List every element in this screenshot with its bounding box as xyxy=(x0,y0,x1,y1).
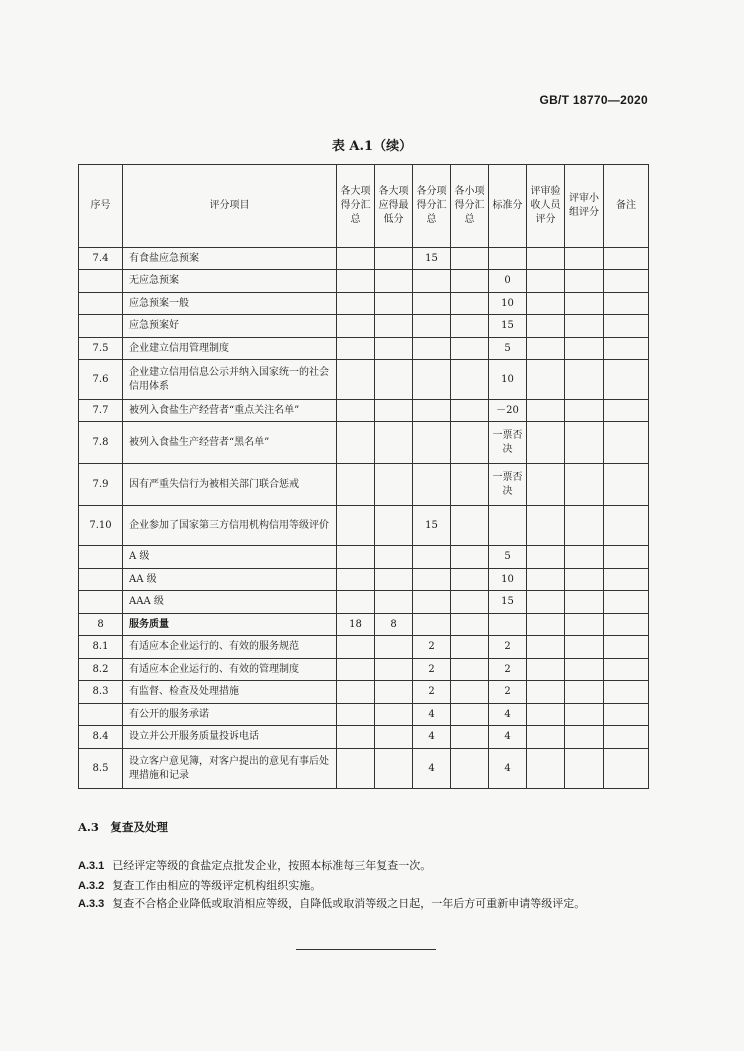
panel-score-cell xyxy=(565,659,604,681)
table-row xyxy=(79,681,649,704)
major-minimum-cell xyxy=(375,315,413,338)
column-header: 评审验收人员评分 xyxy=(527,165,565,248)
minor-total-cell xyxy=(451,422,489,464)
major-total-cell xyxy=(337,248,375,270)
table-row xyxy=(79,704,649,726)
minor-total-cell xyxy=(451,546,489,569)
major-minimum-cell xyxy=(375,422,413,464)
table-row xyxy=(79,506,649,546)
minor-total-cell xyxy=(451,315,489,338)
reviewer-score-cell xyxy=(527,636,565,659)
sub-total-cell: 4 xyxy=(413,726,451,749)
table-row xyxy=(79,749,649,789)
table-row xyxy=(79,293,649,315)
column-header: 备注 xyxy=(604,165,649,248)
reviewer-score-cell xyxy=(527,293,565,315)
row-number-cell xyxy=(79,704,123,726)
row-number-cell: 8 xyxy=(79,614,123,636)
row-number-cell: 8.5 xyxy=(79,749,123,789)
row-number-cell xyxy=(79,546,123,569)
minor-total-cell xyxy=(451,569,489,591)
row-number-cell xyxy=(79,270,123,293)
minor-total-cell xyxy=(451,681,489,704)
sub-total-cell xyxy=(413,360,451,400)
remarks-cell xyxy=(604,749,649,789)
scoring-item-cell: 设立并公开服务质量投诉电话 xyxy=(123,726,337,749)
clause-number: A.3.1 xyxy=(78,860,105,872)
table-row xyxy=(79,248,649,270)
sub-total-cell xyxy=(413,546,451,569)
remarks-cell xyxy=(604,704,649,726)
table-row xyxy=(79,360,649,400)
standard-score-cell: 一票否决 xyxy=(489,422,527,464)
reviewer-score-cell xyxy=(527,614,565,636)
row-number-cell: 8.2 xyxy=(79,659,123,681)
major-minimum-cell xyxy=(375,749,413,789)
column-header: 评分项目 xyxy=(123,165,337,248)
remarks-cell xyxy=(604,506,649,546)
row-number-cell: 7.8 xyxy=(79,422,123,464)
remarks-cell xyxy=(604,636,649,659)
major-total-cell xyxy=(337,315,375,338)
major-minimum-cell xyxy=(375,681,413,704)
panel-score-cell xyxy=(565,614,604,636)
sub-total-cell: 2 xyxy=(413,636,451,659)
standard-score-cell: 一票否决 xyxy=(489,464,527,506)
sub-total-cell xyxy=(413,338,451,360)
minor-total-cell xyxy=(451,749,489,789)
panel-score-cell xyxy=(565,293,604,315)
minor-total-cell xyxy=(451,506,489,546)
row-number-cell: 7.7 xyxy=(79,400,123,422)
major-total-cell xyxy=(337,464,375,506)
sub-total-cell xyxy=(413,315,451,338)
standard-score-cell: 15 xyxy=(489,315,527,338)
major-minimum-cell xyxy=(375,338,413,360)
minor-total-cell xyxy=(451,338,489,360)
table-row xyxy=(79,726,649,749)
reviewer-score-cell xyxy=(527,422,565,464)
minor-total-cell xyxy=(451,636,489,659)
sub-total-cell xyxy=(413,422,451,464)
row-number-cell: 7.9 xyxy=(79,464,123,506)
reviewer-score-cell xyxy=(527,464,565,506)
major-total-cell xyxy=(337,681,375,704)
remarks-cell xyxy=(604,464,649,506)
minor-total-cell xyxy=(451,726,489,749)
scoring-table xyxy=(78,164,649,789)
clause xyxy=(78,877,668,895)
sub-total-cell xyxy=(413,591,451,614)
major-total-cell xyxy=(337,360,375,400)
sub-total-cell xyxy=(413,400,451,422)
table-row xyxy=(79,338,649,360)
row-number-cell: 8.3 xyxy=(79,681,123,704)
remarks-cell xyxy=(604,270,649,293)
remarks-cell xyxy=(604,293,649,315)
row-number-cell: 8.1 xyxy=(79,636,123,659)
reviewer-score-cell xyxy=(527,704,565,726)
reviewer-score-cell xyxy=(527,315,565,338)
row-number-cell xyxy=(79,569,123,591)
table-row xyxy=(79,614,649,636)
column-header: 各小项得分汇总 xyxy=(451,165,489,248)
reviewer-score-cell xyxy=(527,591,565,614)
panel-score-cell xyxy=(565,270,604,293)
minor-total-cell xyxy=(451,591,489,614)
standard-score-cell: 2 xyxy=(489,681,527,704)
table-row xyxy=(79,315,649,338)
sub-total-cell xyxy=(413,270,451,293)
scoring-item-cell: 设立客户意见簿，对客户提出的意见有事后处理措施和记录 xyxy=(123,749,337,789)
remarks-cell xyxy=(604,614,649,636)
remarks-cell xyxy=(604,726,649,749)
major-minimum-cell xyxy=(375,704,413,726)
major-total-cell xyxy=(337,591,375,614)
remarks-cell xyxy=(604,400,649,422)
major-minimum-cell xyxy=(375,270,413,293)
reviewer-score-cell xyxy=(527,569,565,591)
standard-number: GB/T 18770—2020 xyxy=(539,93,648,107)
column-header: 标准分 xyxy=(489,165,527,248)
major-minimum-cell: 8 xyxy=(375,614,413,636)
major-minimum-cell xyxy=(375,726,413,749)
minor-total-cell xyxy=(451,400,489,422)
standard-score-cell: 4 xyxy=(489,749,527,789)
panel-score-cell xyxy=(565,726,604,749)
scoring-item-cell: AAA 级 xyxy=(123,591,337,614)
panel-score-cell xyxy=(565,546,604,569)
scoring-item-cell: 有公开的服务承诺 xyxy=(123,704,337,726)
major-total-cell xyxy=(337,270,375,293)
reviewer-score-cell xyxy=(527,248,565,270)
major-total-cell xyxy=(337,506,375,546)
standard-score-cell: 5 xyxy=(489,338,527,360)
remarks-cell xyxy=(604,659,649,681)
major-minimum-cell xyxy=(375,659,413,681)
scoring-item-cell: 有食盐应急预案 xyxy=(123,248,337,270)
clause xyxy=(78,895,668,913)
standard-score-cell: 4 xyxy=(489,726,527,749)
column-header: 序号 xyxy=(79,165,123,248)
reviewer-score-cell xyxy=(527,681,565,704)
sub-total-cell: 2 xyxy=(413,681,451,704)
major-minimum-cell xyxy=(375,506,413,546)
reviewer-score-cell xyxy=(527,726,565,749)
remarks-cell xyxy=(604,360,649,400)
sub-total-cell: 15 xyxy=(413,248,451,270)
panel-score-cell xyxy=(565,704,604,726)
panel-score-cell xyxy=(565,569,604,591)
column-header: 各大项得分汇总 xyxy=(337,165,375,248)
minor-total-cell xyxy=(451,659,489,681)
remarks-cell xyxy=(604,315,649,338)
table-row xyxy=(79,569,649,591)
standard-score-cell: 10 xyxy=(489,293,527,315)
standard-score-cell: 0 xyxy=(489,270,527,293)
table-row xyxy=(79,464,649,506)
major-minimum-cell xyxy=(375,591,413,614)
major-total-cell: 18 xyxy=(337,614,375,636)
remarks-cell xyxy=(604,591,649,614)
reviewer-score-cell xyxy=(527,400,565,422)
major-total-cell xyxy=(337,546,375,569)
major-minimum-cell xyxy=(375,546,413,569)
panel-score-cell xyxy=(565,636,604,659)
table-row xyxy=(79,270,649,293)
major-minimum-cell xyxy=(375,293,413,315)
reviewer-score-cell xyxy=(527,270,565,293)
remarks-cell xyxy=(604,422,649,464)
row-number-cell: 7.5 xyxy=(79,338,123,360)
standard-score-cell: 10 xyxy=(489,569,527,591)
row-number-cell xyxy=(79,315,123,338)
remarks-cell xyxy=(604,248,649,270)
table-caption: 表 A.1（续） xyxy=(331,139,413,154)
scoring-item-cell: 企业建立信用信息公示并纳入国家统一的社会信用体系 xyxy=(123,360,337,400)
major-minimum-cell xyxy=(375,360,413,400)
standard-score-cell xyxy=(489,248,527,270)
panel-score-cell xyxy=(565,591,604,614)
row-number-cell: 7.6 xyxy=(79,360,123,400)
clause-number: A.3.3 xyxy=(78,898,105,910)
panel-score-cell xyxy=(565,681,604,704)
panel-score-cell xyxy=(565,338,604,360)
panel-score-cell xyxy=(565,749,604,789)
scoring-item-cell: 企业建立信用管理制度 xyxy=(123,338,337,360)
minor-total-cell xyxy=(451,704,489,726)
major-total-cell xyxy=(337,422,375,464)
major-total-cell xyxy=(337,704,375,726)
reviewer-score-cell xyxy=(527,659,565,681)
standard-score-cell: 2 xyxy=(489,636,527,659)
sub-total-cell xyxy=(413,464,451,506)
remarks-cell xyxy=(604,569,649,591)
scoring-item-cell: 有适应本企业运行的、有效的服务规范 xyxy=(123,636,337,659)
minor-total-cell xyxy=(451,293,489,315)
major-minimum-cell xyxy=(375,248,413,270)
standard-score-cell: 2 xyxy=(489,659,527,681)
minor-total-cell xyxy=(451,464,489,506)
sub-total-cell xyxy=(413,569,451,591)
column-header: 评审小组评分 xyxy=(565,165,604,248)
column-header: 各大项应得最低分 xyxy=(375,165,413,248)
standard-score-cell: 5 xyxy=(489,546,527,569)
sub-total-cell: 4 xyxy=(413,749,451,789)
panel-score-cell xyxy=(565,506,604,546)
clause-text: 已经评定等级的食盐定点批发企业，按照本标准每三年复查一次。 xyxy=(112,859,432,872)
minor-total-cell xyxy=(451,248,489,270)
scoring-item-cell: 被列入食盐生产经营者“重点关注名单” xyxy=(123,400,337,422)
table-row xyxy=(79,400,649,422)
panel-score-cell xyxy=(565,248,604,270)
sub-total-cell xyxy=(413,293,451,315)
table-row xyxy=(79,546,649,569)
reviewer-score-cell xyxy=(527,749,565,789)
sub-total-cell: 4 xyxy=(413,704,451,726)
scoring-item-cell: 服务质量 xyxy=(123,614,337,636)
major-minimum-cell xyxy=(375,569,413,591)
row-number-cell: 8.4 xyxy=(79,726,123,749)
minor-total-cell xyxy=(451,270,489,293)
clause xyxy=(78,857,668,875)
remarks-cell xyxy=(604,546,649,569)
scoring-item-cell: AA 级 xyxy=(123,569,337,591)
row-number-cell: 7.10 xyxy=(79,506,123,546)
major-total-cell xyxy=(337,749,375,789)
clause-text: 复查工作由相应的等级评定机构组织实施。 xyxy=(112,879,322,892)
table-row xyxy=(79,422,649,464)
reviewer-score-cell xyxy=(527,338,565,360)
remarks-cell xyxy=(604,681,649,704)
reviewer-score-cell xyxy=(527,546,565,569)
row-number-cell: 7.4 xyxy=(79,248,123,270)
row-number-cell xyxy=(79,293,123,315)
panel-score-cell xyxy=(565,360,604,400)
major-minimum-cell xyxy=(375,400,413,422)
scoring-item-cell: A 级 xyxy=(123,546,337,569)
major-total-cell xyxy=(337,636,375,659)
table-row xyxy=(79,636,649,659)
remarks-cell xyxy=(604,338,649,360)
major-total-cell xyxy=(337,659,375,681)
standard-score-cell xyxy=(489,614,527,636)
sub-total-cell: 2 xyxy=(413,659,451,681)
column-header: 各分项得分汇总 xyxy=(413,165,451,248)
reviewer-score-cell xyxy=(527,506,565,546)
table-row xyxy=(79,659,649,681)
sub-total-cell: 15 xyxy=(413,506,451,546)
scoring-item-cell: 因有严重失信行为被相关部门联合惩戒 xyxy=(123,464,337,506)
major-total-cell xyxy=(337,338,375,360)
scoring-item-cell: 应急预案一般 xyxy=(123,293,337,315)
major-total-cell xyxy=(337,293,375,315)
minor-total-cell xyxy=(451,614,489,636)
major-minimum-cell xyxy=(375,464,413,506)
scoring-item-cell: 无应急预案 xyxy=(123,270,337,293)
table-row xyxy=(79,591,649,614)
table-body xyxy=(79,248,649,789)
standard-score-cell: 4 xyxy=(489,704,527,726)
panel-score-cell xyxy=(565,422,604,464)
standard-score-cell: 10 xyxy=(489,360,527,400)
scoring-item-cell: 被列入食盐生产经营者“黑名单” xyxy=(123,422,337,464)
clause-number: A.3.2 xyxy=(78,880,105,892)
major-total-cell xyxy=(337,400,375,422)
panel-score-cell xyxy=(565,400,604,422)
standard-score-cell: 15 xyxy=(489,591,527,614)
scoring-item-cell: 有监督、检查及处理措施 xyxy=(123,681,337,704)
major-minimum-cell xyxy=(375,636,413,659)
scoring-item-cell: 企业参加了国家第三方信用机构信用等级评价 xyxy=(123,506,337,546)
standard-score-cell: －20 xyxy=(489,400,527,422)
clause-text: 复查不合格企业降低或取消相应等级，自降低或取消等级之日起，一年后方可重新申请等级评定。 xyxy=(112,897,586,910)
reviewer-score-cell xyxy=(527,360,565,400)
panel-score-cell xyxy=(565,315,604,338)
major-total-cell xyxy=(337,569,375,591)
scoring-item-cell: 应急预案好 xyxy=(123,315,337,338)
sub-total-cell xyxy=(413,614,451,636)
scoring-item-cell: 有适应本企业运行的、有效的管理制度 xyxy=(123,659,337,681)
minor-total-cell xyxy=(451,360,489,400)
end-rule xyxy=(296,949,436,950)
row-number-cell xyxy=(79,591,123,614)
standard-score-cell xyxy=(489,506,527,546)
section-title: A.3 复查及处理 xyxy=(78,820,168,834)
major-total-cell xyxy=(337,726,375,749)
panel-score-cell xyxy=(565,464,604,506)
table-header-row xyxy=(79,165,649,248)
